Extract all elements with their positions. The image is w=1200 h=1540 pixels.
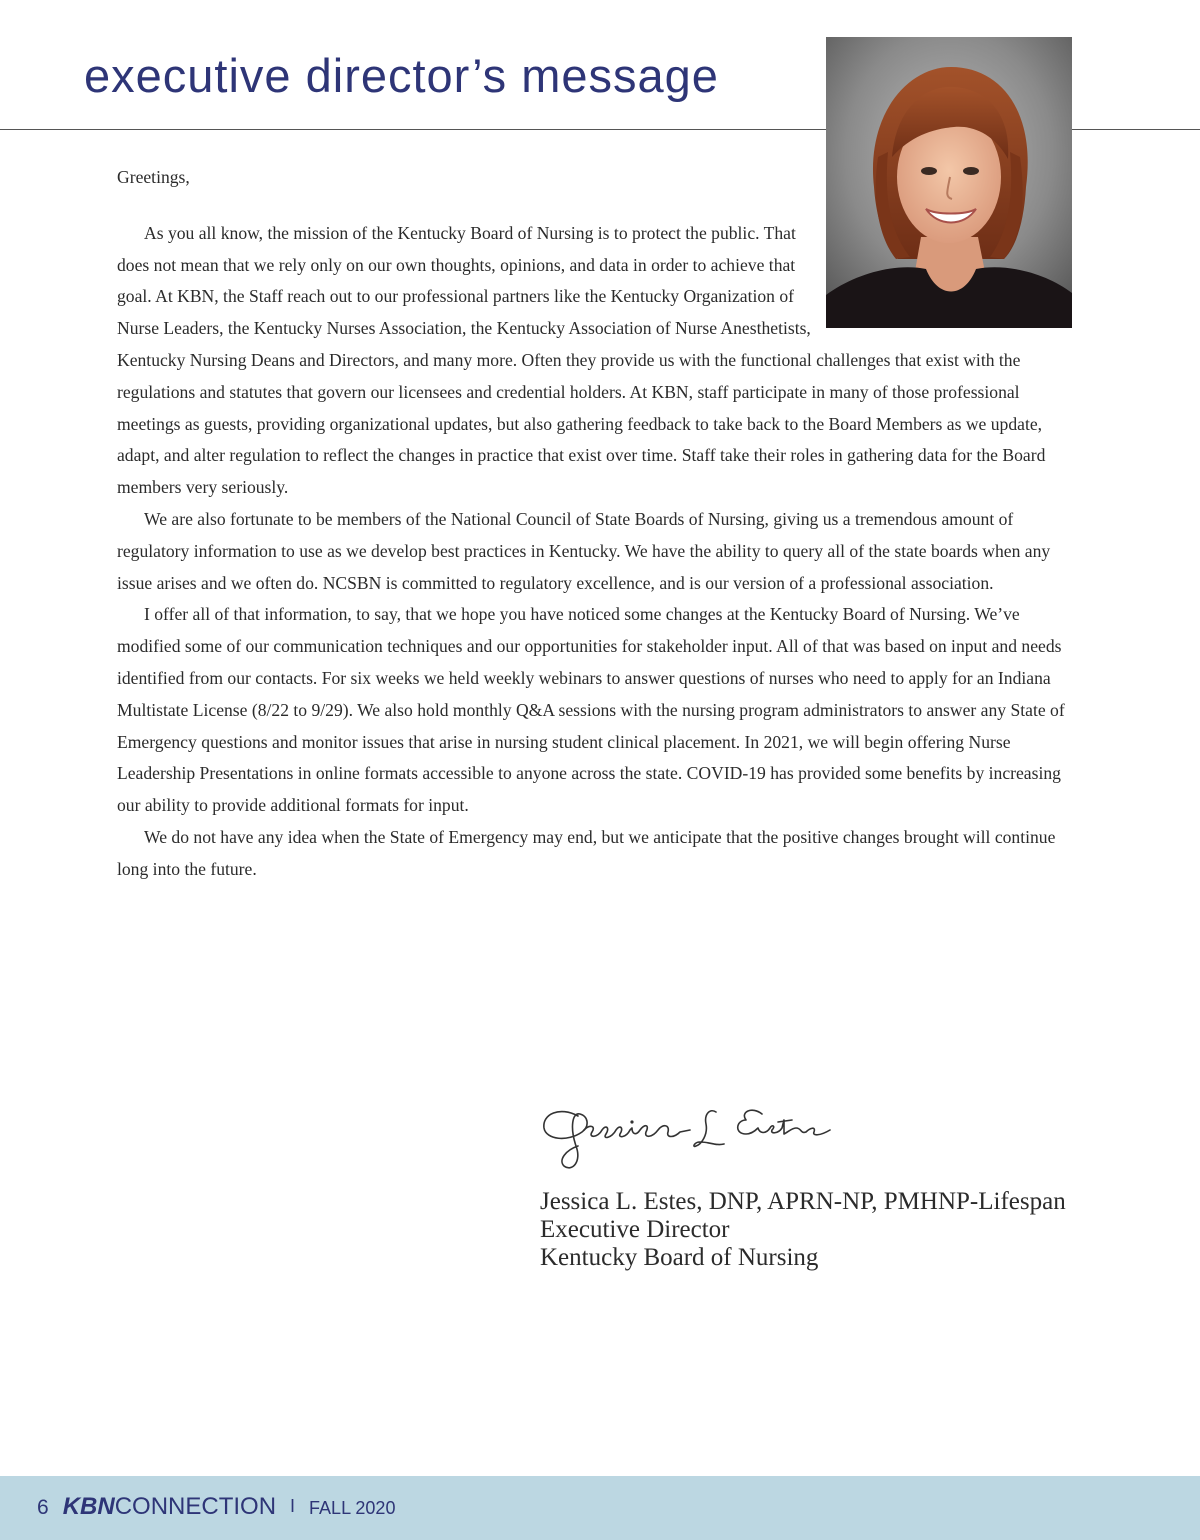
signature-block <box>540 1098 1100 1272</box>
letter-greeting: Greetings, <box>117 167 190 187</box>
footer-separator: I <box>290 1496 296 1516</box>
page-title: executive director’s message <box>84 49 719 102</box>
letter-paragraph: We do not have any idea when the State of Emergency may end, but we anticipate that the positive changes brought will continue long into the future. <box>117 826 1056 879</box>
page-number: 6 <box>37 1496 49 1519</box>
signature-details <box>540 1188 1100 1272</box>
handwritten-signature <box>540 1098 840 1174</box>
letter-paragraph: We are also fortunate to be members of the National Council of State Boards of Nursing, giving us a tremendous amount of regulatory information to use as we develop best practices in Kentucky. We have the ability to query all of the state boards when any issue arises and we often do. NCSBN is committed to regulatory excellence, and is our version of a professional association. <box>117 508 1051 593</box>
signer-title: Executive Director <box>540 1216 730 1243</box>
letter-paragraph: As you all know, the mission of the Kentucky Board of Nursing is to protect the public. That does not mean that we rely only on our own thoughts, opinions, and data in order to achieve that goal. At KBN, the Staff reach out to our professional partners like the Kentucky Organization of Nurse Leaders, the Kentucky Nurses Association, the Kentucky Association of Nurse Anesthetists, Kentucky Nursing Deans and Directors, and many more. Often they provide us with the functional challenges that exist with the regulations and statutes that govern our licensees and credential holders. At KBN, staff participate in many of those professional meetings as guests, providing organizational updates, but also gathering feedback to take back to the Board Members as we update, adapt, and alter regulation to reflect the changes in practice that exist over time. Staff take their roles in gathering data for the Board members very seriously. <box>117 222 1046 498</box>
page-footer <box>0 1476 1200 1540</box>
letter-paragraph: I offer all of that information, to say, that we hope you have noticed some changes at the Kentucky Board of Nursing. We’ve modified some of our communication techniques and our opportunities for stakeholder input. All of that was based on input and needs identified from our contacts. For six weeks we held weekly webinars to answer questions of nurses who need to apply for an Indiana Multistate License (8/22 to 9/29). We also hold monthly Q&A sessions with the nursing program administrators to answer any State of Emergency questions and monitor issues that arise in nursing student clinical placement. In 2021, we will begin offering Nurse Leadership Presentations in online formats accessible to anyone across the state. COVID-19 has provided some benefits by increasing our ability to provide additional formats for input. <box>117 604 1065 816</box>
letter-body <box>117 162 1077 886</box>
publication-brand-bold: KBN <box>62 1493 115 1520</box>
footer-content <box>37 1493 395 1521</box>
publication-brand-name: CONNECTION <box>114 1493 277 1520</box>
signer-organization: Kentucky Board of Nursing <box>540 1244 819 1271</box>
issue-label: FALL 2020 <box>309 1498 396 1518</box>
signer-name: Jessica L. Estes, DNP, APRN-NP, PMHNP-Lifespan <box>540 1188 1066 1215</box>
photo-text-wrap-spacer <box>815 162 1077 328</box>
